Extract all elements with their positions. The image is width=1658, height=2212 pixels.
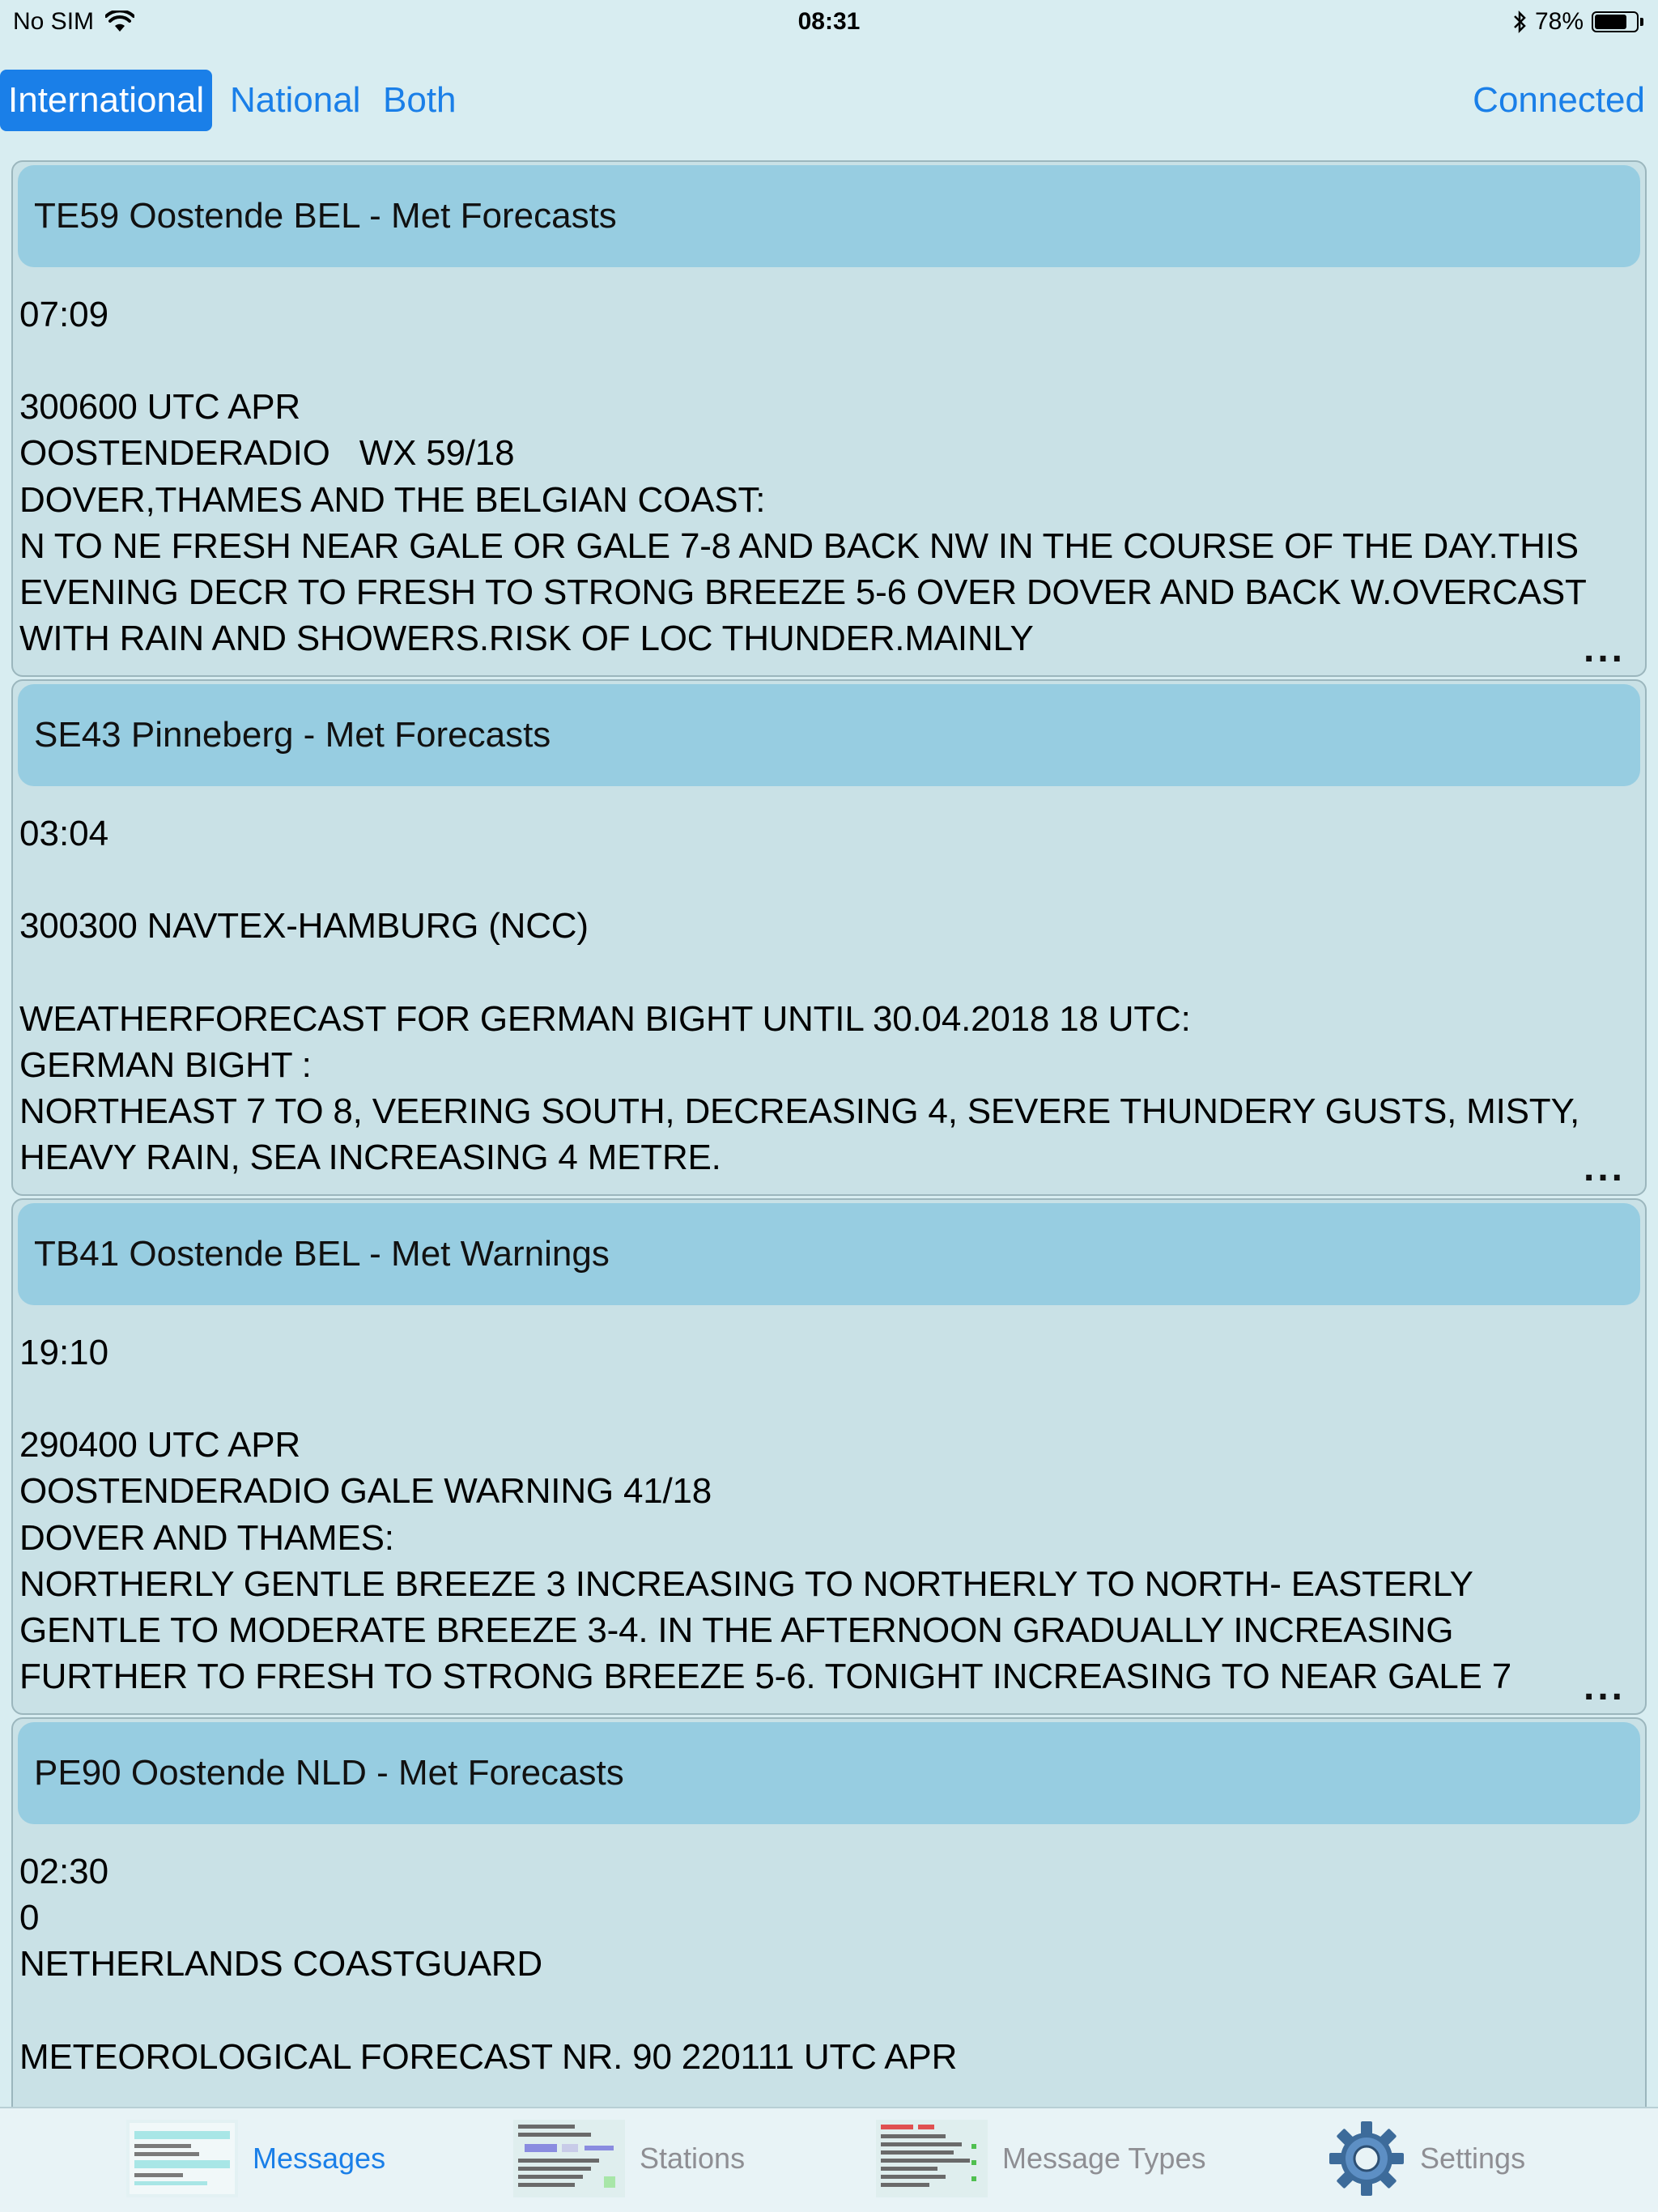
message-types-icon (876, 2120, 988, 2197)
connection-status[interactable]: Connected (1473, 80, 1645, 120)
carrier-label: No SIM (13, 8, 95, 35)
message-list[interactable] (11, 160, 1647, 2107)
top-nav (0, 70, 1658, 131)
message-card[interactable] (11, 1717, 1647, 2107)
status-bar (0, 0, 1658, 45)
message-card[interactable] (11, 1198, 1647, 1715)
tab-stations-label: Stations (640, 2142, 746, 2175)
message-time: 07:09 (19, 295, 109, 334)
message-title: TE59 Oostende BEL - Met Forecasts (18, 165, 1640, 267)
message-time: 03:04 (19, 814, 109, 853)
stations-icon (513, 2120, 625, 2197)
battery-level (1595, 15, 1626, 29)
message-card[interactable] (11, 160, 1647, 677)
more-indicator[interactable]: ... (1579, 1679, 1626, 1702)
tab-stations[interactable] (513, 2118, 745, 2199)
status-time: 08:31 (797, 8, 861, 35)
segment-both[interactable]: Both (383, 80, 457, 120)
status-right (1512, 8, 1643, 36)
messages-icon (126, 2120, 238, 2197)
tab-settings-label: Settings (1420, 2142, 1526, 2175)
message-time: 02:30 (19, 1852, 109, 1891)
message-card[interactable] (11, 679, 1647, 1196)
message-body: 300600 UTC APR OOSTENDERADIO WX 59/18 DOVER,THAMES AND THE BELGIAN COAST: N TO NE FRESH NEAR GALE OR GALE 7-8 AND BACK NW IN THE COURSE OF THE DAY.THIS EVENING DECR TO FRESH TO STRONG BREEZE 5-6 OVER DOVER AND BACK W.OVERCAST WITH RAIN AND SHOWERS.RISK OF LOC THUNDER.MAINLY (19, 387, 1586, 659)
segment-international[interactable]: International (0, 70, 212, 131)
tab-message-types[interactable] (876, 2118, 1205, 2199)
battery-tip (1640, 18, 1643, 26)
segment-national[interactable]: National (230, 80, 361, 120)
message-body: 0 NETHERLANDS COASTGUARD METEOROLOGICAL FORECAST NR. 90 220111 UTC APR (19, 1898, 958, 2077)
tab-bar (0, 2107, 1658, 2212)
tab-message-types-label: Message Types (1002, 2142, 1206, 2175)
more-indicator[interactable]: ... (1579, 641, 1626, 664)
battery-icon (1592, 11, 1639, 32)
bluetooth-icon (1512, 10, 1527, 34)
message-title: SE43 Pinneberg - Met Forecasts (18, 684, 1640, 786)
message-title: PE90 Oostende NLD - Met Forecasts (18, 1722, 1640, 1824)
message-body: 300300 NAVTEX-HAMBURG (NCC) WEATHERFORECAST FOR GERMAN BIGHT UNTIL 30.04.2018 18 UTC: GERMAN BIGHT : NORTHEAST 7 TO 8, VEERING SOUTH, DECREASING 4, SEVERE THUNDERY GUSTS, MISTY, HEAVY RAIN, SEA INCREASING 4 METRE. (19, 906, 1579, 1178)
message-time: 19:10 (19, 1333, 109, 1372)
message-title: TB41 Oostende BEL - Met Warnings (18, 1203, 1640, 1305)
tab-settings[interactable] (1328, 2118, 1525, 2199)
tab-messages[interactable] (126, 2118, 385, 2199)
tab-messages-label: Messages (253, 2142, 386, 2175)
more-indicator[interactable]: ... (1579, 1160, 1626, 1183)
message-body: 290400 UTC APR OOSTENDERADIO GALE WARNING 41/18 DOVER AND THAMES: NORTHERLY GENTLE BREEZE 3 INCREASING TO NORTHERLY TO NORTH- EASTERLY GENTLE TO MODERATE BREEZE 3-4. IN THE AFTERNOON GRADUALLY INCREASING FURTHER TO FRESH TO STRONG BREEZE 5-6. TONIGHT INCREASING TO NEAR GALE 7 (19, 1425, 1511, 1697)
battery-percent: 78% (1534, 8, 1584, 35)
gear-icon (1328, 2120, 1405, 2197)
